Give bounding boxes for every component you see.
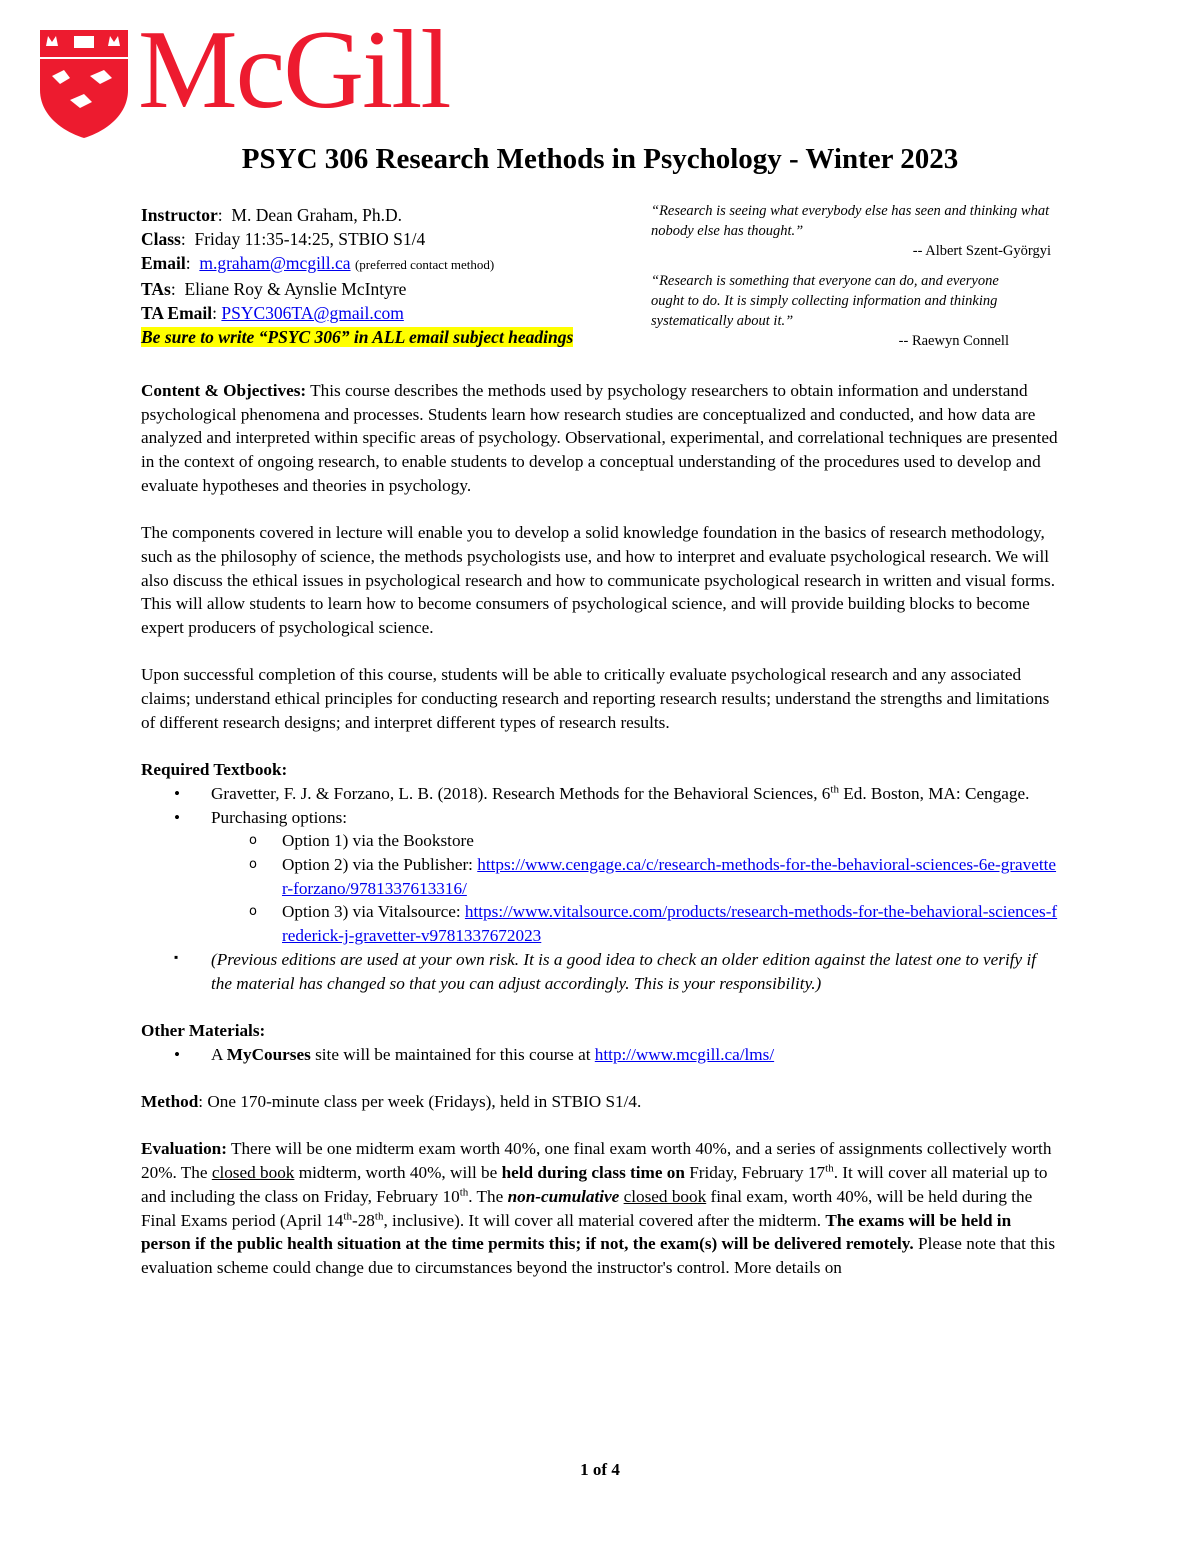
tas-label: TAs [141, 279, 171, 299]
method-paragraph [141, 1090, 1061, 1114]
bullet-icon: ▪ [174, 949, 179, 964]
quote-text: “Research is seeing what everybody else has seen and thinking what nobody else has thought.” [651, 203, 1050, 239]
quote-author: -- Raewyn Connell [898, 333, 1009, 349]
eval-text: . The [468, 1186, 508, 1206]
list-item [141, 782, 1061, 806]
eval-text: , inclusive). It will cover all material covered after the midterm. [383, 1210, 826, 1230]
eval-text: midterm, worth 40%, will be [294, 1163, 502, 1183]
method-text: : One 170-minute class per week (Fridays), held in STBIO S1/4. [198, 1092, 642, 1112]
mcgill-shield-icon [38, 28, 130, 140]
option-1: Option 1) via the Bookstore [282, 831, 474, 851]
circle-bullet-icon: o [249, 833, 257, 849]
list-item [141, 806, 1061, 948]
list-item [141, 900, 1061, 947]
syllabus-body [141, 379, 1061, 1280]
vitalsource-link[interactable]: https://www.vitalsource.com/products/research-methods-for-the-behavioral-sciences-frederick-j-gravetter-v9781337672023 [282, 902, 1058, 946]
evaluation-paragraph [141, 1137, 1061, 1279]
page-title: PSYC 306 Research Methods in Psychology - Winter 2023 [241, 143, 959, 175]
purchasing-label: Purchasing options: [211, 807, 348, 827]
class-label: Class [141, 229, 181, 249]
email-label: Email [141, 253, 186, 273]
quote-author: -- Albert Szent-Györgyi [912, 243, 1051, 259]
eval-text: final exam, worth 40%, will be held during the Final Exams period (April 14 [141, 1186, 1033, 1230]
content-heading: Content & Objectives: [141, 381, 307, 400]
bullet-icon: • [174, 783, 181, 803]
mycourses-link[interactable]: http://www.mcgill.ca/lms/ [594, 1044, 775, 1064]
eval-sup: th [343, 1209, 352, 1222]
content-text: This course describes the methods used by psychology researchers to obtain information and understand psychological phenomena and processes. Students learn how research studies are conceptualized and conducted, and how data are analyzed and interpreted within specific areas of psychology. Observational, experimental, and correlational techniques are presented in the context of ongoing research, to enable students to develop a conceptual understanding of the procedures used to develop and evaluate hypotheses and theories in psychology. [141, 381, 1058, 495]
instructor-label: Instructor [141, 205, 218, 225]
list-item [141, 853, 1061, 900]
materials-pre: A [211, 1044, 227, 1064]
editions-note: (Previous editions are used at your own risk. It is a good idea to check an older edition against the latest one to verify if the material has changed so that you can adjust accordingly. This is your responsibility.) [211, 949, 1037, 993]
evaluation-label: Evaluation: [141, 1139, 227, 1159]
course-info: Instructor: M. Dean Graham, Ph.D. Class: Friday 11:35-14:25, STBIO S1/4 Email: m.graham@mcgill.ca (preferred contact method) TAs: Eliane Roy & Aynslie McIntyre TA Email: PSYC306TA@gmail.com Be sure to write “PSYC 306” in ALL email subject headings [141, 205, 574, 347]
option-2: Option 2) via the Publisher: [282, 855, 478, 875]
eval-text: -28 [351, 1210, 375, 1230]
class-value: Friday 11:35-14:25, STBIO S1/4 [194, 229, 426, 249]
tas-value: Eliane Roy & Aynslie McIntyre [184, 279, 407, 299]
eval-text: There will be one midterm exam worth 40%, one final exam worth 40%, and a series of assignments collectively worth 20%. The [141, 1139, 1052, 1183]
mcgill-wordmark: McGill [138, 8, 450, 132]
mcgill-logo [38, 8, 528, 143]
ta-email-label: TA Email [141, 303, 213, 323]
citation-sup: th [830, 783, 839, 796]
eval-text: Please note that this evaluation scheme could change due to circumstances beyond the instructor's control. More details on [141, 1234, 1056, 1277]
eval-sup: th [374, 1209, 384, 1222]
quote-text: “Research is something that everyone can do, and everyone ought to do. It is simply collecting information and thinking systematically about it.” [651, 273, 999, 329]
closed-book: closed book [211, 1163, 295, 1183]
textbook-section [141, 758, 1061, 995]
materials-mid: site will be maintained for this course at [310, 1044, 595, 1064]
publisher-link[interactable]: https://www.cengage.ca/c/research-methods-for-the-behavioral-sciences-6e-gravetter-forzano/9781337613316/ [282, 855, 1057, 898]
ta-email-link[interactable]: PSYC306TA@gmail.com [221, 303, 404, 323]
method-label: Method [141, 1092, 199, 1112]
eval-text: . It will cover all material up to and including the class on Friday, February 10 [141, 1163, 1048, 1206]
subject-note: Be sure to write “PSYC 306” in ALL email subject headings [141, 327, 574, 347]
closed-book: closed book [623, 1186, 707, 1206]
list-item [141, 1043, 1061, 1067]
circle-bullet-icon: o [249, 857, 257, 873]
eval-sup: th [459, 1186, 469, 1199]
bullet-icon: • [174, 1044, 181, 1064]
bullet-icon: • [174, 807, 181, 827]
content-paragraph [141, 379, 1061, 498]
instructor-value: M. Dean Graham, Ph.D. [231, 205, 403, 225]
components-paragraph: The components covered in lecture will enable you to develop a solid knowledge foundation in the basics of research methodology, such as the philosophy of science, the methods psychologists use, and how to interpret and evaluate psychological research. We will also discuss the ethical issues in psychological research and how to communicate psychological research in written and visual forms. This will allow students to learn how to become consumers of psychological science, and will provide building blocks to become expert producers of psychological science. [141, 523, 1056, 638]
eval-bold: held during class time on [501, 1163, 685, 1183]
mycourses-label: MyCourses [226, 1044, 311, 1064]
eval-text: Friday, February 17 [684, 1163, 826, 1183]
email-link[interactable]: m.graham@mcgill.ca [199, 253, 351, 273]
page-number: 1 of 4 [580, 1460, 620, 1479]
materials-heading: Other Materials: [141, 1020, 266, 1040]
quotes [651, 201, 1051, 351]
non-cumulative: non-cumulative [507, 1186, 620, 1206]
list-item [141, 829, 1061, 853]
option-3: Option 3) via Vitalsource: [282, 902, 465, 922]
eval-bold: The exams will be held in person if the public health situation at the time permits this; if not, the exam(s) will be delivered remotely. [141, 1210, 1012, 1254]
circle-bullet-icon: o [249, 904, 257, 920]
materials-section [141, 1019, 1061, 1066]
textbook-heading: Required Textbook: [141, 760, 288, 780]
citation-text: Gravetter, F. J. & Forzano, L. B. (2018). Research Methods for the Behavioral Sciences, 6 [211, 783, 831, 803]
email-note: (preferred contact method) [354, 257, 495, 272]
outcomes-paragraph: Upon successful completion of this course, students will be able to critically evaluate psychological research and any associated claims; understand ethical principles for conducting research and reporting research results; understand the strengths and limitations of different research designs; and interpret different types of research results. [141, 665, 1050, 732]
eval-sup: th [825, 1162, 834, 1175]
citation-text-end: Ed. Boston, MA: Cengage. [838, 783, 1030, 803]
list-item [141, 948, 1061, 995]
